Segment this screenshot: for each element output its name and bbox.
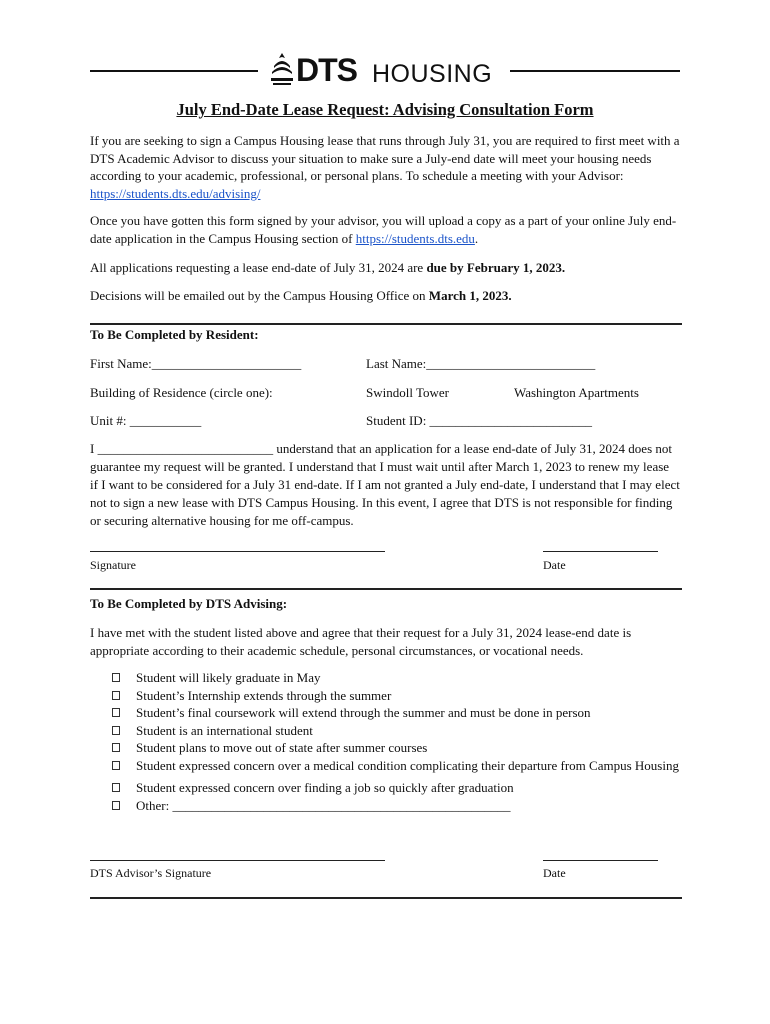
advising-statement: I have met with the student listed above and agree that their request for a July 31, 2024 lease-end date is appropriate according to their academic schedule, personal circumstances, or vocational needs. xyxy=(90,625,632,658)
checklist-item[interactable] xyxy=(110,722,680,740)
form-title: July End-Date Lease Request: Advising Consultation Form xyxy=(176,100,594,119)
upload-text: Once you have gotten this form signed by your advisor, you will upload a copy as a part of your online July end-date application in the Campus Housing section of xyxy=(90,213,677,246)
advising-link[interactable]: https://students.dts.edu/advising/ xyxy=(90,185,261,201)
advisor-signature-line[interactable] xyxy=(90,860,385,861)
checkbox-icon[interactable] xyxy=(112,801,120,810)
building-option-washington[interactable]: Washington Apartments xyxy=(514,385,639,400)
logo-housing-text: HOUSING xyxy=(372,60,493,88)
building-option-swindoll[interactable]: Swindoll Tower xyxy=(366,385,449,400)
checklist-item-label: Student’s final coursework will extend through the summer and must be done in person xyxy=(136,705,591,720)
checklist-item[interactable] xyxy=(110,757,680,775)
intro-text: If you are seeking to sign a Campus Housing lease that runs through July 31, you are required to first meet with a DTS Academic Advisor to discuss your situation to make sure a July-end date will meet your housing needs according to your academic, professional, or personal plans. To schedule a meeting with your Advisor: xyxy=(90,133,680,183)
advisor-date-label: Date xyxy=(543,866,566,880)
seminary-icon xyxy=(270,52,294,86)
checklist-item[interactable] xyxy=(110,739,680,757)
resident-signature-line[interactable] xyxy=(90,551,385,552)
students-portal-link[interactable]: https://students.dts.edu xyxy=(355,230,475,246)
header-rule-left xyxy=(90,70,258,72)
building-label: Building of Residence (circle one): xyxy=(90,385,273,400)
first-name-field[interactable]: First Name:_______________________ xyxy=(90,356,302,371)
intro-paragraph-upload xyxy=(90,212,685,247)
checklist-item[interactable] xyxy=(110,779,680,797)
resident-signature-label: Signature xyxy=(90,558,136,572)
checkbox-icon[interactable] xyxy=(112,761,120,770)
checkbox-icon[interactable] xyxy=(112,708,120,717)
unit-field[interactable]: Unit #: ___________ xyxy=(90,413,202,428)
logo-dts-text: DTS xyxy=(296,52,357,88)
checklist-item[interactable] xyxy=(110,669,680,687)
checklist-item-label: Student will likely graduate in May xyxy=(136,670,321,685)
decision-date: March 1, 2023. xyxy=(428,288,512,303)
deadline-date: due by February 1, 2023. xyxy=(426,260,566,275)
advisor-signature-label: DTS Advisor’s Signature xyxy=(90,866,212,880)
checkbox-icon[interactable] xyxy=(112,726,120,735)
checklist-item-label: Student expressed concern over a medical condition complicating their departure from Campus Housing xyxy=(136,757,679,773)
checkbox-icon[interactable] xyxy=(112,743,120,752)
checklist-item-label: Other: ____________________________________________________ xyxy=(136,797,511,813)
checklist-item-label: Student is an international student xyxy=(136,722,313,738)
checkbox-icon[interactable] xyxy=(112,691,120,700)
decision-text: Decisions will be emailed out by the Campus Housing Office on xyxy=(90,288,429,303)
checklist-item-label: Student expressed concern over finding a job so quickly after graduation xyxy=(136,780,514,795)
checklist-item[interactable] xyxy=(110,687,680,705)
acknowledgement-text: I ___________________________ understand that an application for a lease end-date of July 31, 2024 does not guarantee my request will be granted. I understand that I must wait until after March 1, 2023 to renew my lease if I want to be considered for a July 31 end-date. If I am not granted a July end-date, I understand that I may elect not to sign a new lease with DTS Campus Housing. In this event, I agree that DTS is not responsible for finding or securing alternative housing for me off-campus. xyxy=(90,441,680,528)
resident-section-heading: To Be Completed by Resident: xyxy=(90,327,259,342)
section-divider xyxy=(90,588,682,590)
advising-checklist xyxy=(110,669,680,814)
bottom-divider xyxy=(90,897,682,899)
student-id-field[interactable]: Student ID: _________________________ xyxy=(366,413,593,428)
advisor-date-line[interactable] xyxy=(543,860,658,861)
deadline-paragraph xyxy=(90,259,685,277)
resident-date-line[interactable] xyxy=(543,551,658,552)
header-rule-right xyxy=(510,70,680,72)
checklist-item-label: Student plans to move out of state after summer courses xyxy=(136,740,428,755)
checklist-item-label: Student’s Internship extends through the summer xyxy=(136,687,392,703)
resident-date-label: Date xyxy=(543,558,566,572)
upload-text-end: . xyxy=(474,230,479,246)
checkbox-icon[interactable] xyxy=(112,783,120,792)
decision-paragraph xyxy=(90,287,685,305)
checklist-item-other[interactable] xyxy=(110,797,680,815)
deadline-text: All applications requesting a lease end-date of July 31, 2024 are xyxy=(90,260,427,275)
checkbox-icon[interactable] xyxy=(112,673,120,682)
last-name-field[interactable]: Last Name:__________________________ xyxy=(366,356,596,371)
intro-paragraph-advising xyxy=(90,132,685,202)
dts-housing-logo xyxy=(270,50,500,90)
advising-section-heading: To Be Completed by DTS Advising: xyxy=(90,596,288,611)
section-divider xyxy=(90,323,682,325)
checklist-item[interactable] xyxy=(110,704,680,722)
header xyxy=(90,50,680,90)
